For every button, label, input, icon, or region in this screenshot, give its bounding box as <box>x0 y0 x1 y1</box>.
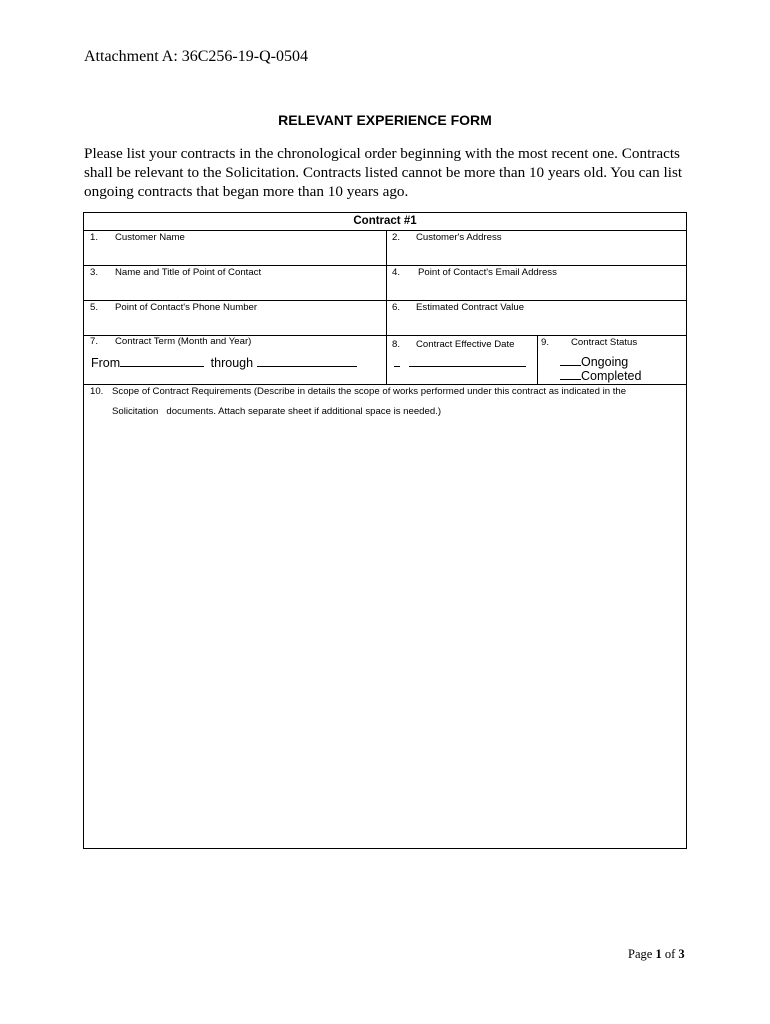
field-label: Customer Name <box>115 232 185 243</box>
row-divider <box>84 265 686 266</box>
field-label: Point of Contact's Phone Number <box>115 302 258 313</box>
row-divider <box>84 384 686 385</box>
field-contract-term[interactable] <box>90 336 384 382</box>
date-input-prefix <box>394 354 400 367</box>
page-total: 3 <box>678 947 685 961</box>
field-contract-status <box>541 336 684 382</box>
field-label: Name and Title of Point of Contact <box>115 267 262 278</box>
page-word: Page <box>628 947 653 961</box>
form-title: RELEVANT EXPERIENCE FORM <box>278 112 492 128</box>
field-number: 6. <box>392 302 401 313</box>
row-divider <box>84 300 686 301</box>
page-of: of <box>664 947 676 961</box>
page-current: 1 <box>655 947 662 961</box>
field-label: Customer's Address <box>416 232 502 243</box>
effective-date-input[interactable] <box>409 354 526 367</box>
field-label: Contract Effective Date <box>416 339 515 350</box>
term-from-label: From <box>91 356 121 370</box>
field-number: 4. <box>392 267 401 278</box>
attachment-number: Attachment A: 36C256-19-Q-0504 <box>84 48 308 65</box>
status-completed-option[interactable] <box>560 367 641 383</box>
field-label: Contract Status <box>571 337 638 348</box>
field-number: 7. <box>90 336 99 347</box>
intro-paragraph: Please list your contracts in the chronological order beginning with the most recent one. Contracts shall be relevant to the Solicitation. Contracts listed cannot be more than 10 years old. You can list ongoing contracts that began more than 10 years ago. <box>84 145 683 200</box>
row-divider <box>84 230 686 231</box>
term-through-input[interactable] <box>257 354 357 367</box>
field-number: 8. <box>392 339 401 350</box>
page-number <box>628 947 685 962</box>
scope-label-line2: Solicitation documents. Attach separate sheet if additional space is needed.) <box>112 406 442 417</box>
field-label: Point of Contact's Email Address <box>418 267 557 278</box>
column-divider <box>537 335 538 384</box>
contract-header: Contract #1 <box>353 215 417 227</box>
status-ongoing-checkline[interactable] <box>560 353 581 366</box>
field-label: Estimated Contract Value <box>416 302 525 313</box>
scope-label-line1: Scope of Contract Requirements (Describe in details the scope of works performed under this contract as indicated in the <box>112 386 627 397</box>
status-completed-checkline[interactable] <box>560 367 581 380</box>
field-label: Contract Term (Month and Year) <box>115 336 252 347</box>
field-number: 10. <box>90 386 104 397</box>
field-effective-date[interactable] <box>392 336 535 382</box>
field-number: 2. <box>392 232 401 243</box>
column-divider <box>386 230 387 384</box>
status-completed-label: Completed <box>581 369 642 383</box>
field-number: 1. <box>90 232 99 243</box>
term-through-label: through <box>210 356 254 370</box>
status-ongoing-label: Ongoing <box>581 355 629 369</box>
contract-form <box>83 212 687 849</box>
field-scope[interactable] <box>90 386 680 846</box>
field-number: 3. <box>90 267 99 278</box>
term-from-input[interactable] <box>120 354 204 367</box>
field-number: 9. <box>541 337 550 348</box>
field-number: 5. <box>90 302 99 313</box>
